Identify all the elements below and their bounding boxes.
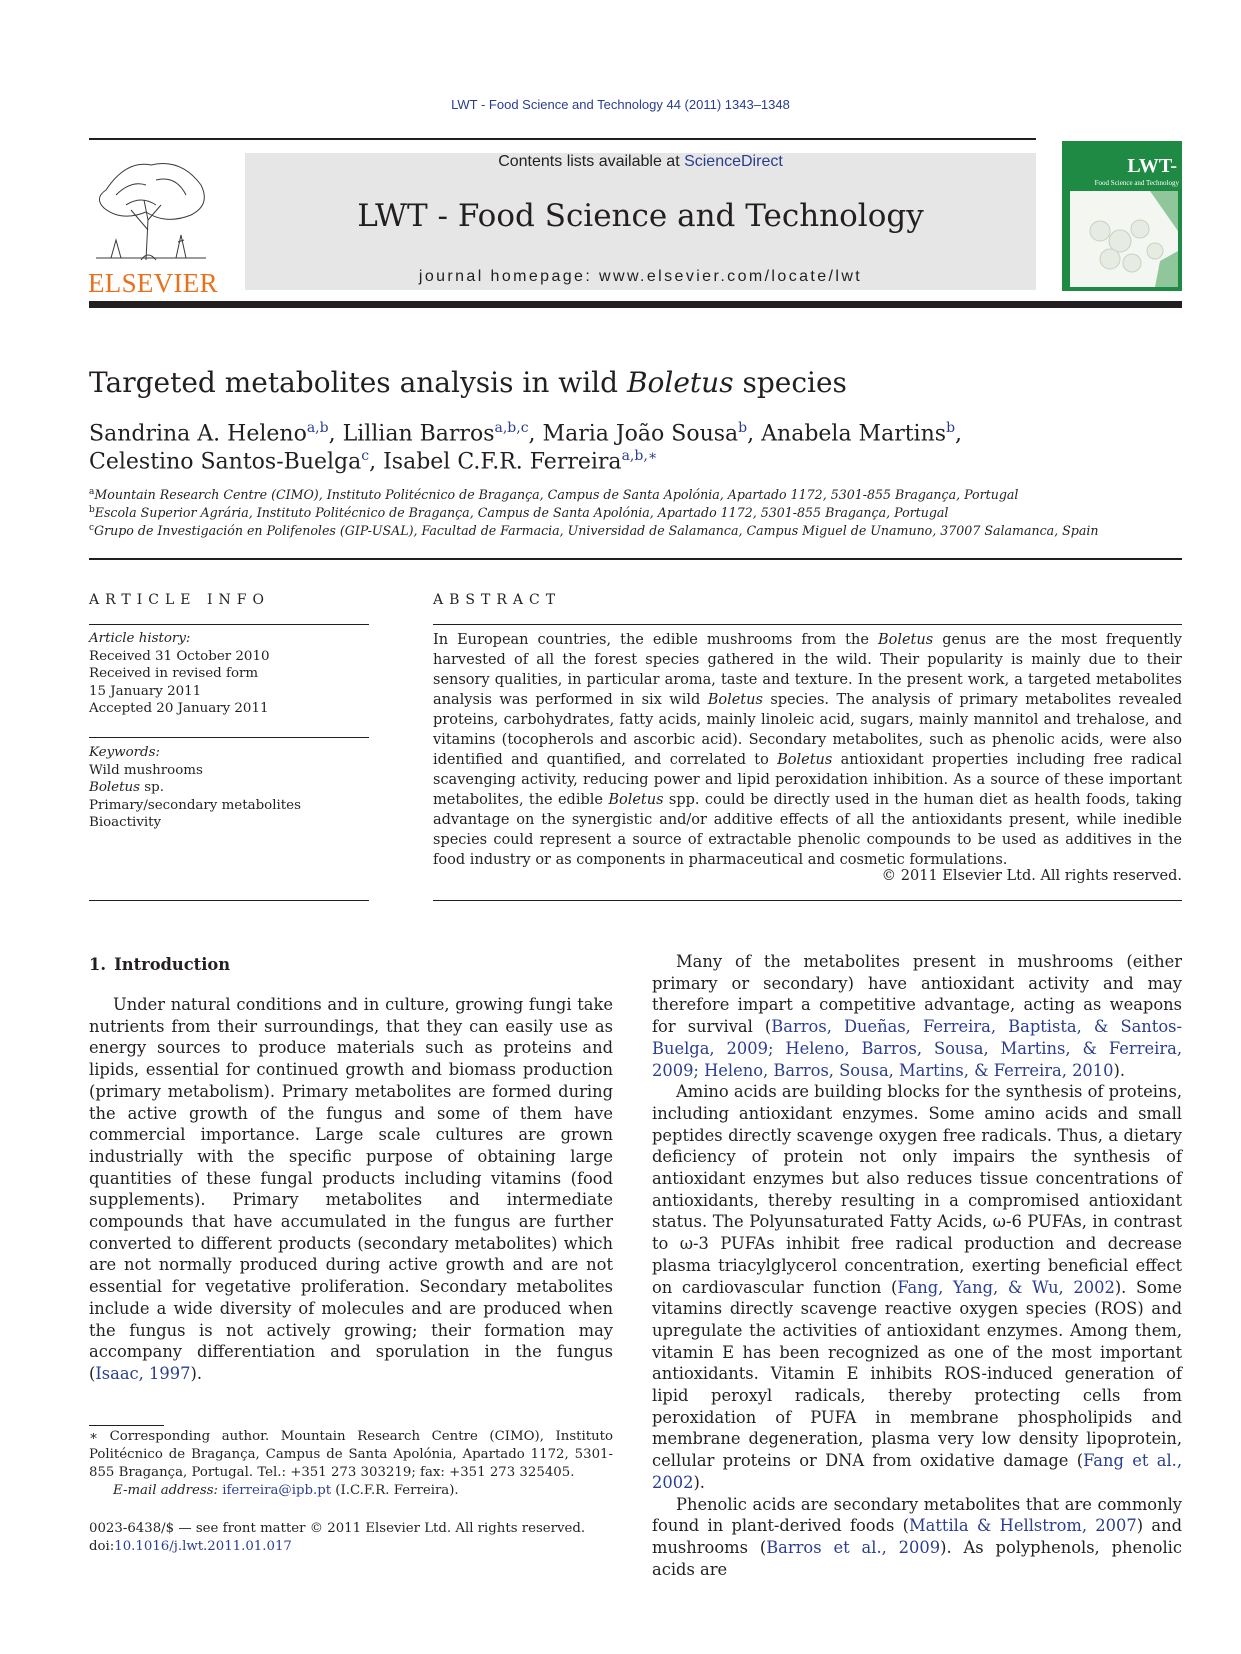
body-paragraph bbox=[652, 1081, 1182, 1493]
corresponding-author-footnote bbox=[89, 1428, 613, 1500]
body-paragraph bbox=[652, 951, 1182, 1081]
affiliation-c bbox=[89, 523, 1098, 538]
body-right-column bbox=[652, 951, 1182, 1580]
keyword-item: Bioactivity bbox=[89, 815, 162, 831]
affiliation-label: c bbox=[89, 523, 95, 533]
title-part: Targeted metabolites analysis in wild bbox=[89, 366, 627, 399]
article-info-rule bbox=[89, 737, 369, 738]
issn-line: 0023-6438/$ — see front matter © 2011 Elsevier Ltd. All rights reserved. bbox=[89, 1521, 586, 1536]
author-affiliation-marker[interactable]: a,b,c bbox=[494, 420, 529, 436]
journal-homepage-link[interactable]: journal homepage: www.elsevier.com/locate/lwt bbox=[418, 268, 863, 285]
affiliation-label: a bbox=[89, 487, 95, 497]
author-affiliation-marker[interactable]: a,b bbox=[306, 420, 329, 436]
journal-banner bbox=[245, 153, 1036, 290]
title-genus: Boletus bbox=[626, 366, 734, 399]
article-title bbox=[89, 366, 847, 399]
journal-citation[interactable]: LWT - Food Science and Technology 44 (2011) 1343–1348 bbox=[451, 97, 790, 112]
history-item: 15 January 2011 bbox=[89, 683, 202, 699]
affiliation-rule bbox=[89, 558, 1182, 560]
author-separator: , bbox=[369, 449, 384, 475]
author-affiliation-marker[interactable]: b bbox=[738, 420, 748, 436]
abstract-text: In European countries, the edible mushrooms from the Boletus genus are the most frequently harvested of all the forest species gathered in the wild. Their popularity is mainly due to their sensory qualities, in particular aroma, taste and texture. In the present work, a targeted metabolites analysis was performed in six wild Boletus species. The analysis of primary metabolites revealed proteins, carbohydrates, fatty acids, mainly linoleic acid, sugars, mainly mannitol and trehalose, and vitamins (tocopherols and ascorbic acid). Secondary metabolites, such as phenolic acids, were also identified and quantified, and correlated to Boletus antioxidant properties including free radical scavenging activity, reducing power and lipid peroxidation inhibition. As a source of these important metabolites, the edible Boletus spp. could be directly used in the human diet as health foods, taking advantage on the synergistic and/or additive effects of all the antioxidants present, while inedible species could represent a source of extractable phenolic compounds to be used as additives in the food industry or as components in pharmaceutical and cosmetic formulations. bbox=[433, 632, 1183, 868]
author-name: Isabel C.F.R. Ferreira bbox=[383, 449, 622, 475]
affiliation-a bbox=[89, 487, 1018, 502]
citation-link[interactable]: Isaac, 1997 bbox=[95, 1363, 191, 1383]
keywords-label: Keywords: bbox=[89, 745, 161, 760]
article-info-heading: ARTICLE INFO bbox=[89, 592, 270, 608]
footnote-text: ∗ Corresponding author. Mountain Research Centre (CIMO), Instituto Politécnico de Bragança, Campus de Santa Apolónia, Apartado 1172, 5301-855 Bragança, Portugal. Tel.: +351 273 303219; fax: +351 273 325405. bbox=[89, 1429, 613, 1480]
footnote-email-line bbox=[89, 1482, 613, 1500]
history-item: Received in revised form bbox=[89, 666, 259, 682]
abstract-copyright: © 2011 Elsevier Ltd. All rights reserved. bbox=[881, 868, 1182, 884]
paragraph-text: ). bbox=[190, 1363, 202, 1383]
abstract-heading: ABSTRACT bbox=[433, 592, 562, 608]
paragraph-text: Phenolic acids are secondary metabolites that are commonly found in plant-derived foods ( bbox=[652, 1494, 1182, 1536]
author-separator: , bbox=[328, 421, 343, 447]
body-paragraph bbox=[652, 1494, 1182, 1581]
email-link[interactable]: iferreira@ipb.pt bbox=[222, 1483, 332, 1498]
author-affiliation-marker[interactable]: c bbox=[361, 448, 370, 464]
paragraph-text: ). bbox=[1113, 1060, 1126, 1080]
contents-available-line bbox=[245, 153, 1036, 171]
paragraph-text: ) and mushrooms ( bbox=[652, 1516, 1182, 1557]
author-name: Anabela Martins bbox=[761, 421, 947, 447]
citation-link[interactable]: Barros, Dueñas, Ferreira, Baptista, & Santos-Buelga, 2009; Heleno, Barros, Sousa, Martins, & Ferreira, 2009; Heleno, Barros, Sousa, Martins, & Ferreira, 2010 bbox=[652, 1017, 1182, 1080]
citation-link[interactable]: Barros et al., 2009 bbox=[766, 1537, 941, 1557]
journal-name: LWT - Food Science and Technology bbox=[357, 198, 924, 234]
author-affiliation-marker[interactable]: a,b,∗ bbox=[621, 448, 658, 464]
article-history bbox=[89, 630, 269, 718]
author-separator: , bbox=[747, 421, 762, 447]
author-name: Celestino Santos-Buelga bbox=[89, 449, 362, 475]
author-name: Lillian Barros bbox=[342, 421, 495, 447]
author-separator: , bbox=[955, 421, 963, 447]
history-item: Accepted 20 January 2011 bbox=[89, 701, 269, 717]
paragraph-text: Amino acids are building blocks for the synthesis of proteins, including antioxidant enzymes. Some amino acids and small peptides directly scavenge oxygen free radicals. Thus, a dietary deficiency of protein not only impairs the synthesis of antioxidant enzymes but also reduces tissue concentrations of antioxidants, thereby resulting in a compromised antioxidant status. The Polyunsaturated Fatty Acids, ω-6 PUFAs, in contrast to ω-3 PUFAs inhibit free radical production and decrease plasma triacylglycerol concentration, exerting beneficial effect on cardiovascular function ( bbox=[652, 1082, 1182, 1297]
abstract-rule bbox=[433, 624, 1182, 625]
section-heading-introduction: 1. Introduction bbox=[89, 955, 231, 974]
author-name: Sandrina A. Heleno bbox=[89, 421, 307, 447]
abstract-rule bbox=[433, 900, 1182, 901]
affiliation-label: b bbox=[89, 505, 95, 515]
cover-subtitle: Food Science and Technology bbox=[1094, 179, 1179, 187]
affiliation-text: Mountain Research Centre (CIMO), Instituto Politécnico de Bragança, Campus de Santa Apolónia, Apartado 1172, 5301-855 Bragança, Portugal bbox=[94, 487, 1019, 503]
citation-link[interactable]: Fang et al., 2002 bbox=[652, 1451, 1182, 1492]
journal-cover-thumbnail[interactable] bbox=[1062, 141, 1182, 291]
body-left-column bbox=[89, 994, 613, 1385]
author-line-2 bbox=[89, 448, 657, 474]
header-thick-rule bbox=[89, 301, 1182, 308]
header-top-rule bbox=[89, 138, 1036, 140]
affiliation-text: Grupo de Investigación en Polifenoles (GIP-USAL), Facultad de Farmacia, Universidad de Salamanca, Campus Miguel de Unamuno, 37007 Salamanca, Spain bbox=[94, 523, 1099, 539]
doi-link[interactable]: 10.1016/j.lwt.2011.01.017 bbox=[114, 1539, 292, 1554]
paragraph-text: ). Some vitamins directly scavenge reactive oxygen species (ROS) and upregulate the activities of antioxidant enzymes. Among them, vitamin E has been recognized as one of the most important antioxidants. Vitamin E inhibits ROS-induced generation of lipid peroxyl radicals, thereby protecting cells from peroxidation of PUFA in membrane phospholipids and membrane degeneration, plasma very low density lipoprotein, cellular proteins or DNA from oxidative damage ( bbox=[652, 1277, 1183, 1471]
front-matter bbox=[89, 1520, 585, 1556]
affiliation-text: Escola Superior Agrária, Instituto Politécnico de Bragança, Campus de Santa Apolónia, Apartado 1172, 5301-855 Bragança, Portugal bbox=[94, 505, 949, 521]
author-separator: , bbox=[528, 421, 543, 447]
footnote-rule bbox=[89, 1425, 164, 1426]
article-info-rule bbox=[89, 900, 369, 901]
email-label: E-mail address: bbox=[113, 1483, 223, 1498]
citation-link[interactable]: Fang, Yang, & Wu, 2002 bbox=[897, 1277, 1115, 1297]
paragraph-text: Many of the metabolites present in mushrooms (either primary or secondary) have antioxidant activity and may therefore impart a competitive advantage, acting as weapons for survival ( bbox=[652, 952, 1182, 1037]
body-paragraph bbox=[89, 994, 613, 1385]
keyword-item: Primary/secondary metabolites bbox=[89, 797, 301, 813]
title-part-end: species bbox=[733, 366, 847, 399]
contents-prefix: Contents lists available at bbox=[498, 153, 685, 170]
keywords bbox=[89, 744, 301, 832]
doi-label: doi: bbox=[89, 1539, 115, 1554]
keyword-item: Boletus sp. bbox=[89, 780, 164, 796]
email-suffix: (I.C.F.R. Ferreira). bbox=[331, 1483, 459, 1498]
article-info-rule bbox=[89, 624, 369, 625]
author-affiliation-marker[interactable]: b bbox=[946, 420, 956, 436]
author-line-1 bbox=[89, 420, 962, 446]
history-item: Received 31 October 2010 bbox=[89, 648, 270, 664]
cover-title: LWT- bbox=[1127, 155, 1177, 177]
doi-line bbox=[89, 1538, 585, 1556]
sciencedirect-link[interactable]: ScienceDirect bbox=[684, 153, 783, 170]
affiliation-b bbox=[89, 505, 948, 520]
history-label: Article history: bbox=[89, 631, 191, 646]
elsevier-wordmark: ELSEVIER bbox=[88, 268, 218, 298]
citation-link[interactable]: Mattila & Hellstrom, 2007 bbox=[909, 1516, 1137, 1536]
paragraph-text: Under natural conditions and in culture, growing fungi take nutrients from their surroundings, that they can easily use as energy sources to produce materials such as proteins and lipids, essential for continued growth and biomass production (primary metabolism). Primary metabolites are formed during the active growth of the fungus and some of them have commercial importance. Large scale cultures are grown industrially with the specific purpose of obtaining large quantities of these fungal products including vitamins (food supplements). Primary metabolites and intermediate compounds that have accumulated in the fungus are further converted to different products (secondary metabolites) which are not normally produced during active growth and are not essential for vegetative proliferation. Secondary metabolites include a wide diversity of molecules and are produced when the fungus is not actively growing; their formation may accompany differentiation and sporulation in the fungus ( bbox=[89, 995, 613, 1383]
paragraph-text: ). bbox=[693, 1472, 705, 1492]
keyword-item: Wild mushrooms bbox=[89, 762, 203, 778]
cover-image-panel bbox=[1070, 191, 1178, 287]
author-name: Maria João Sousa bbox=[542, 421, 739, 447]
paragraph-text: ). As polyphenols, phenolic acids are bbox=[652, 1537, 1182, 1579]
